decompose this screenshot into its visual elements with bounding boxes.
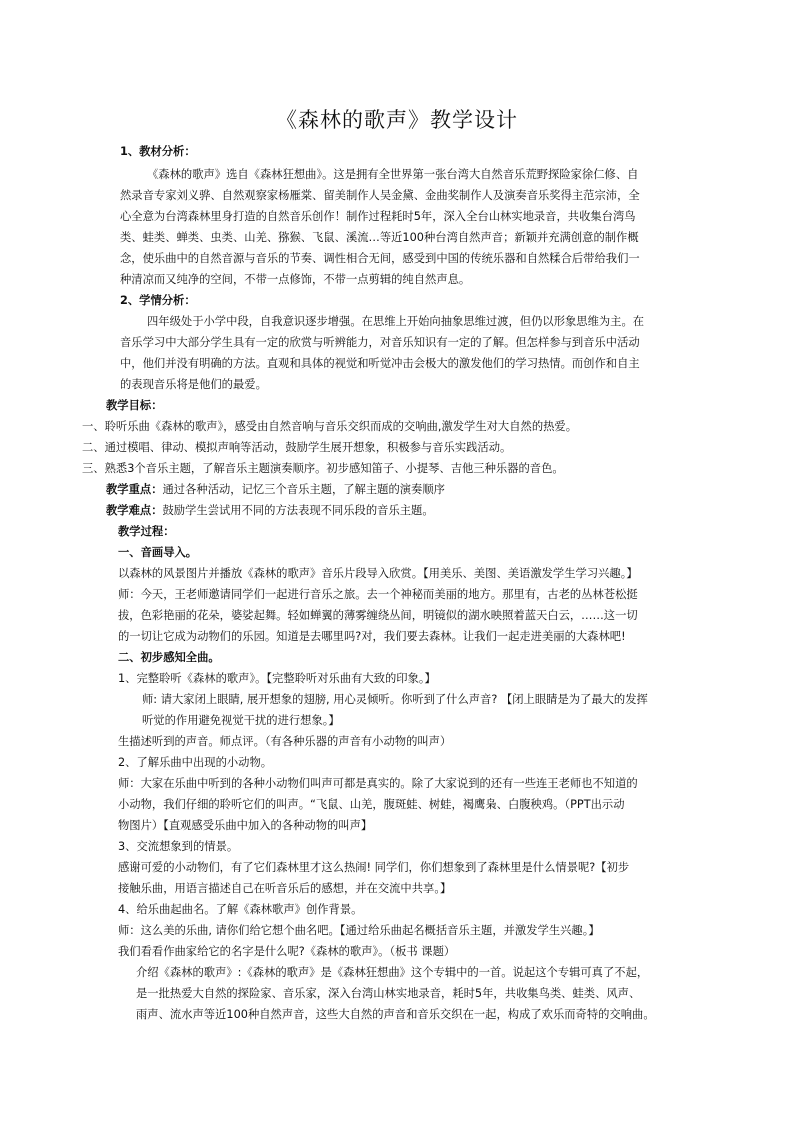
section-heading-material-analysis: 1、教材分析： [120, 145, 196, 158]
paragraph-line: 听觉的作用避免视觉干扰的进行想象。】 [142, 714, 340, 727]
teaching-difficult-point-text: 鼓励学生尝试用不同的方法表现不同乐段的音乐主题。 [162, 504, 434, 517]
paragraph-line: 我们看看作曲家给它的名字是什么呢?《森林的歌声》。（板书 课题） [118, 945, 456, 958]
paragraph-line: 接触乐曲，用语言描述自己在听音乐后的感想，并在交流中共享。】 [118, 882, 452, 895]
paragraph-line: 1、完整聆听《森林的歌声》。【完整聆听对乐曲有大致的印象。】 [118, 672, 436, 685]
paragraph-line: 的一切让它成为动物们的乐园。知道是去哪里吗?对，我们要去森林。让我们一起走进美丽的大森林吧! [118, 630, 626, 643]
paragraph-line: 四年级处于小学中段，自我意识逐步增强。在思维上开始向抽象思维过渡，但仍以形象思维为主。在 [147, 315, 645, 328]
paragraph-line: 以森林的风景图片并播放《森林的歌声》音乐片段导入欣赏。【用美乐、美图、美语激发学生学习兴趣。】 [118, 567, 638, 580]
section-heading-teaching-process: 教学过程： [118, 525, 175, 538]
paragraph-line: 中，他们并没有明确的方法。直观和具体的视觉和听觉冲击会极大的激发他们的学习热情。而创作和自主 [120, 357, 640, 370]
paragraph-line: 然录音专家刘义骅、自然观察家杨雁棠、留美制作人吴金黛、金曲奖制作人及演奏音乐奖得主范宗沛，全 [120, 189, 640, 202]
teaching-key-point [106, 482, 445, 497]
paragraph-line: 3、交流想象到的情景。 [118, 840, 239, 853]
paragraph-line: 师：大家在乐曲中听到的各种小动物们叫声可都是真实的。除了大家说到的还有一些连王老师也不知道的 [118, 777, 638, 790]
paragraph-line: 念，使乐曲中的自然音源与音乐的节奏、调性相合无间，感受到中国的传统乐器和自然糅合后带给我们一 [120, 252, 640, 265]
paragraph-line: 《森林的歌声》选自《森林狂想曲》。这是拥有全世界第一张台湾大自然音乐荒野探险家徐仁修、自 [147, 168, 639, 181]
section-heading-teaching-goals: 教学目标： [106, 399, 163, 412]
paragraph-line: 介绍《森林的歌声》:《森林的歌声》是《森林狂想曲》这个专辑中的一首。说起这个专辑可真了不起， [136, 966, 649, 979]
paragraph-line: 师：今天，王老师邀请同学们一起进行音乐之旅。去一个神秘而美丽的地方。那里有，古老的丛林苍松挺 [118, 588, 638, 601]
paragraph-line: 师：这么美的乐曲, 请你们给它想个曲名吧。【通过给乐曲起名概括音乐主题，并激发学生兴趣。】 [118, 924, 600, 937]
goal-line: 一、聆听乐曲《森林的歌声》，感受由自然音响与音乐交织而成的交响曲,激发学生对大自然的热爱。 [82, 420, 578, 433]
paragraph-line: 音乐学习中大部分学生具有一定的欣赏与听辨能力，对音乐知识有一定的了解。但怎样参与到音乐中活动 [120, 336, 640, 349]
subheading-intro: 一、音画导入。 [118, 546, 198, 559]
paragraph-line: 雨声、流水声等近100种自然声音，这些大自然的声音和音乐交织在一起，构成了欢乐而奇特的交响曲。 [136, 1008, 655, 1021]
goal-line: 三、熟悉3个音乐主题，了解音乐主题演奏顺序。初步感知笛子、小提琴、吉他三种乐器的音色。 [82, 462, 564, 475]
paragraph-line: 2、了解乐曲中出现的小动物。 [118, 756, 273, 769]
paragraph-line: 的表现音乐将是他们的最爱。 [120, 378, 267, 391]
subheading-initial-perception: 二、初步感知全曲。 [118, 651, 220, 664]
goal-line: 二、通过模唱、律动、模拟声响等活动，鼓励学生展开想象，积极参与音乐实践活动。 [82, 441, 512, 454]
teaching-key-point-text: 通过各种活动，记忆三个音乐主题，了解主题的演奏顺序 [162, 483, 445, 496]
paragraph-line: 师: 请大家闭上眼睛, 展开想象的翅膀, 用心灵倾听。你听到了什么声音? 【闭上眼睛是为了最大的发挥 [142, 693, 648, 706]
teaching-key-point-label: 教学重点： [106, 483, 163, 496]
paragraph-line: 生描述听到的声音。师点评。（有各种乐器的声音有小动物的叫声） [118, 735, 452, 748]
paragraph-line: 感谢可爱的小动物们，有了它们森林里才这么热闹! 同学们，你们想象到了森林里是什么情景呢?【初步 [118, 861, 630, 874]
paragraph-line: 是一批热爱大自然的探险家、音乐家，深入台湾山林实地录音，耗时5年，共收集鸟类、蛙类、风声、 [136, 987, 641, 1000]
paragraph-line: 小动物，我们仔细的聆听它们的叫声。“飞鼠、山羌，腹斑蛙、树蛙，褐鹰枭、白腹秧鸡。（PPT出示动 [118, 798, 625, 811]
paragraph-line: 种清凉而又纯净的空间，不带一点修饰，不带一点剪辑的纯自然声息。 [120, 273, 471, 286]
teaching-difficult-point [106, 503, 434, 518]
paragraph-line: 物图片）【直观感受乐曲中加入的各种动物的叫声】 [118, 819, 373, 832]
section-heading-student-analysis: 2、学情分析： [120, 294, 196, 307]
document-title: 《森林的歌声》教学设计 [276, 108, 518, 132]
paragraph-line: 类、蛙类、蝉类、虫类、山羌、猕猴、飞鼠、溪流…等近100种台湾自然声音；新颖并充满创意的制作概 [120, 231, 639, 244]
teaching-difficult-point-label: 教学难点： [106, 504, 163, 517]
paragraph-line: 拔，色彩艳丽的花朵，婆娑起舞。轻如蝉翼的薄雾缠绕丛间，明镜似的湖水映照着蓝天白云，……这一切 [118, 609, 638, 622]
paragraph-line: 心全意为台湾森林里身打造的自然音乐创作！制作过程耗时5年，深入全台山林实地录音，共收集台湾鸟 [120, 210, 636, 223]
paragraph-line: 4、给乐曲起曲名。了解《森林歌声》创作背景。 [118, 903, 363, 916]
